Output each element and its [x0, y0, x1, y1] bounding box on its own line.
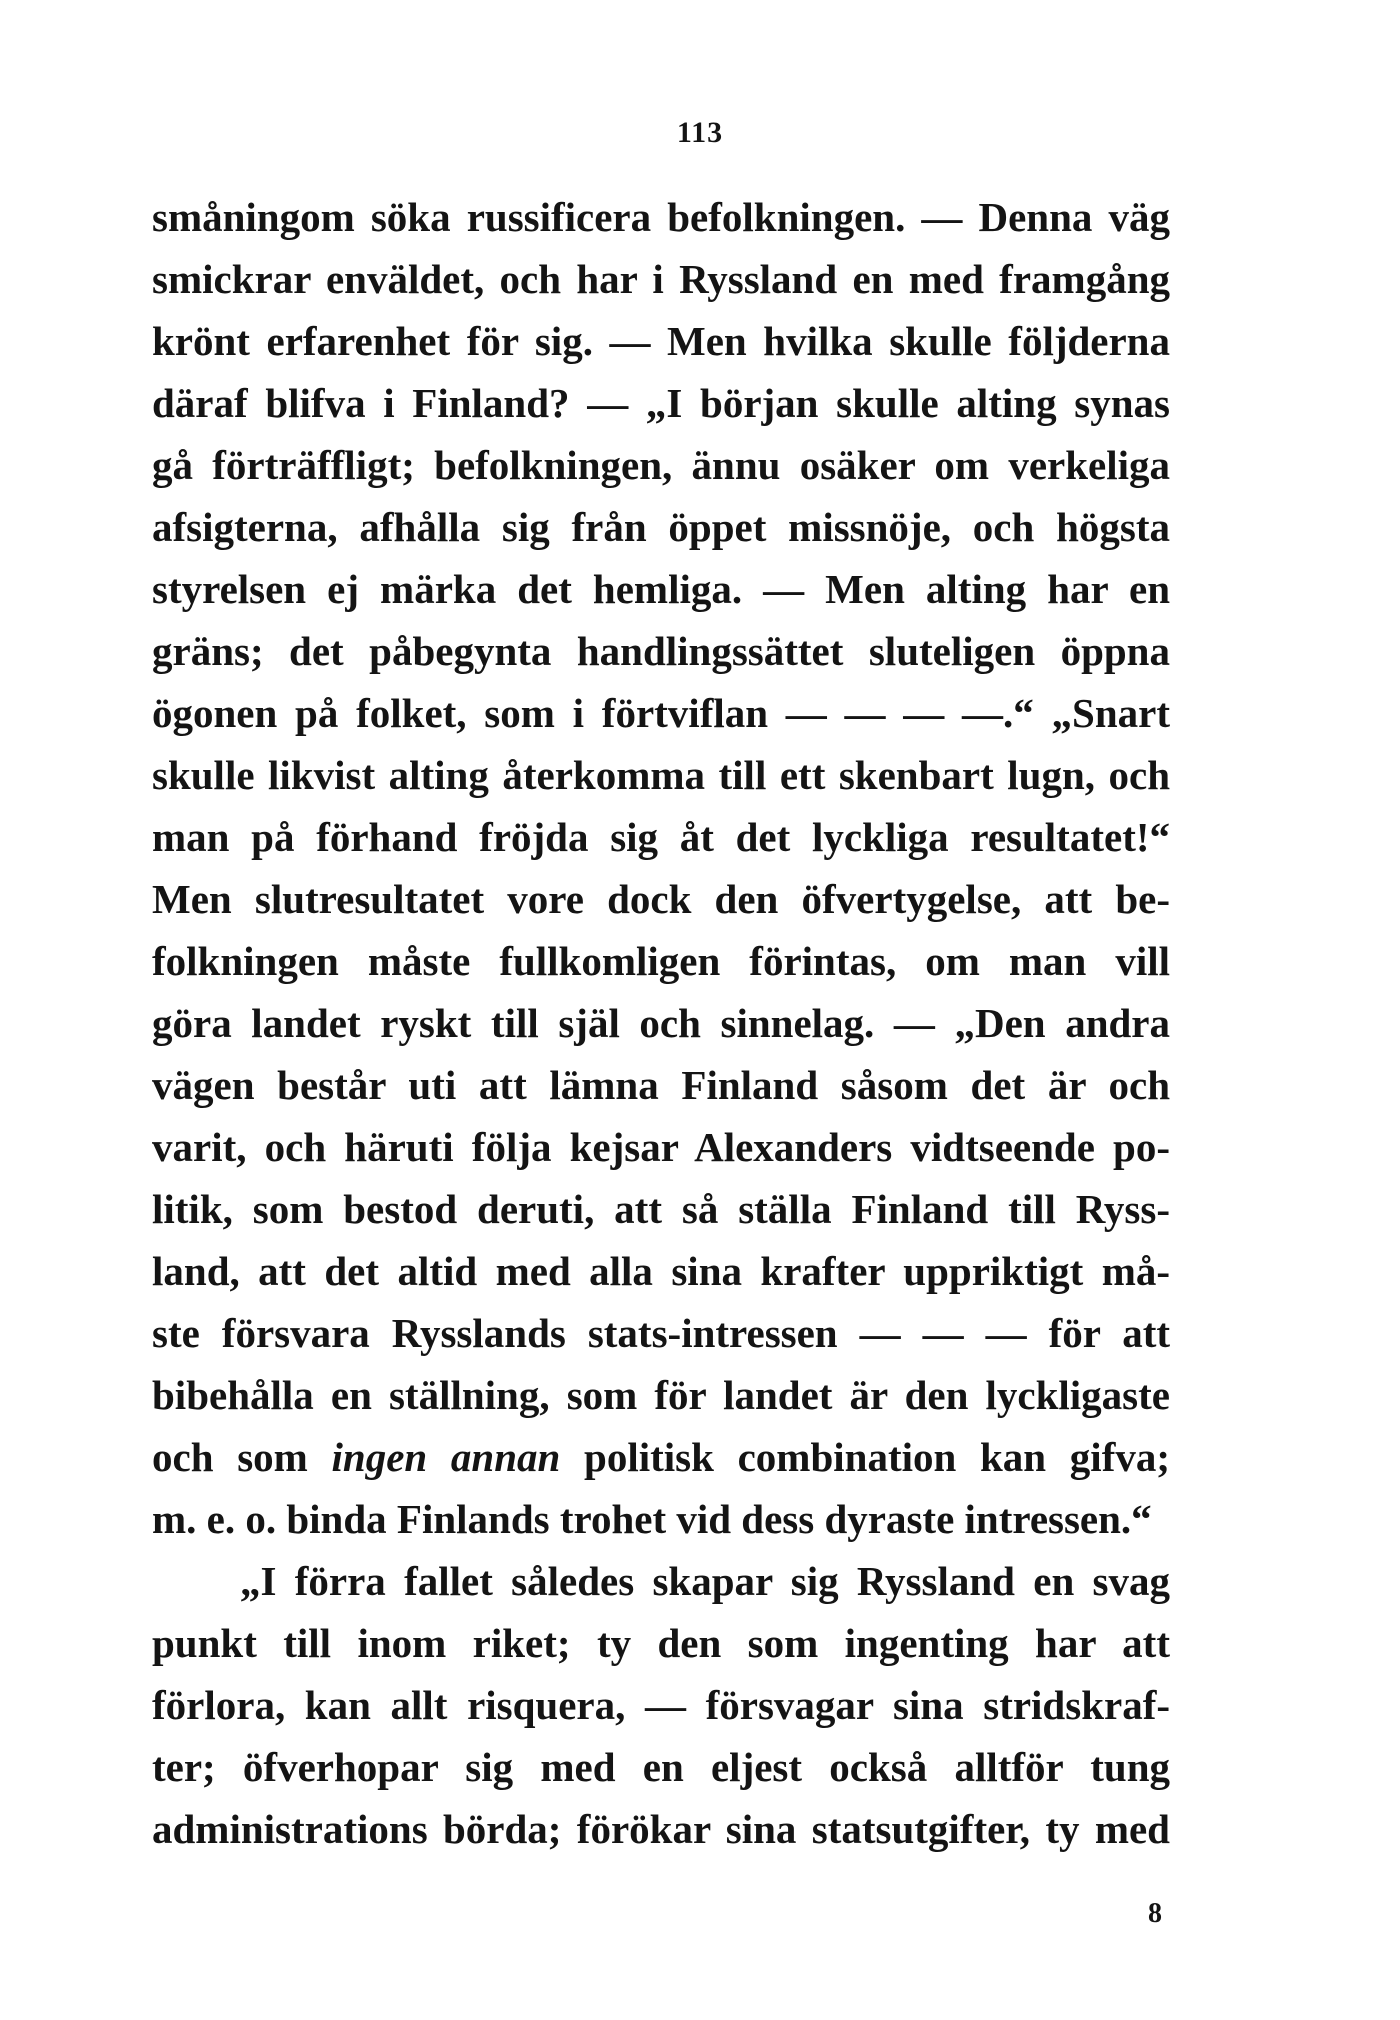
text-line-7: styrelsen ej märka det hemliga. — Men alting har en	[152, 566, 1170, 612]
text-line-27: administrations börda; förökar sina statsutgifter, ty med	[152, 1806, 1170, 1852]
text-line-14: göra landet ryskt till själ och sinnelag. — „Den andra	[152, 1000, 1170, 1046]
text-line-10: skulle likvist alting återkomma till ett skenbart lugn, och	[152, 752, 1170, 798]
text-line-9: ögonen på folket, som i förtviflan — — — —.“ „Snart	[152, 690, 1170, 736]
text-line-18: land, att det altid med alla sina krafter uppriktigt må-	[152, 1248, 1170, 1294]
text-line-8: gräns; det påbegynta handlingssättet sluteligen öppna	[152, 628, 1170, 674]
text-line-22: m. e. o. binda Finlands trohet vid dess dyraste intressen.“	[152, 1496, 1152, 1542]
text-line-20: bibehålla en ställning, som för landet är den lyckligaste	[152, 1372, 1170, 1418]
text-line-26: ter; öfverhopar sig med en eljest också alltför tung	[152, 1744, 1170, 1790]
text-line-4: däraf blifva i Finland? — „I början skulle alting synas	[152, 380, 1170, 426]
text-line-16: varit, och häruti följa kejsar Alexanders vidtseende po-	[152, 1124, 1170, 1170]
text-line-23: „I förra fallet således skapar sig Ryssland en svag	[240, 1558, 1170, 1604]
text-line-1: småningom söka russificera befolkningen. — Denna väg	[152, 194, 1170, 240]
emphasis-ingen-annan: ingen annan	[331, 1434, 561, 1480]
text-line-21-start: och som	[152, 1434, 332, 1480]
body-text	[152, 186, 1170, 1860]
text-line-19: ste försvara Rysslands stats-intressen — — — för att	[152, 1310, 1170, 1356]
text-line-21	[152, 1426, 1170, 1488]
text-line-12: Men slutresultatet vore dock den öfvertygelse, att be-	[152, 876, 1170, 922]
text-line-3: krönt erfarenhet för sig. — Men hvilka skulle följderna	[152, 318, 1170, 364]
text-line-6: afsigterna, afhålla sig från öppet missnöje, och högsta	[152, 504, 1170, 550]
text-line-15: vägen består uti att lämna Finland såsom det är och	[152, 1062, 1170, 1108]
signature-mark: 8	[1148, 1898, 1162, 1929]
text-line-5: gå förträffligt; befolkningen, ännu osäker om verkeliga	[152, 442, 1170, 488]
page-number: 113	[676, 116, 724, 149]
text-line-17: litik, som bestod deruti, att så ställa Finland till Ryss-	[152, 1186, 1170, 1232]
page-footer	[152, 1898, 1170, 1948]
text-line-11: man på förhand fröjda sig åt det lyckliga resultatet!“	[152, 814, 1170, 860]
text-line-24: punkt till inom riket; ty den som ingenting har att	[152, 1620, 1170, 1666]
text-line-21-end: politisk combination kan gifva;	[560, 1434, 1171, 1480]
text-line-2: smickrar enväldet, och har i Ryssland en med framgång	[152, 256, 1170, 302]
text-line-25: förlora, kan allt risquera, — försvagar sina stridskraf-	[152, 1682, 1170, 1728]
text-line-13: folkningen måste fullkomligen förintas, om man vill	[152, 938, 1170, 984]
